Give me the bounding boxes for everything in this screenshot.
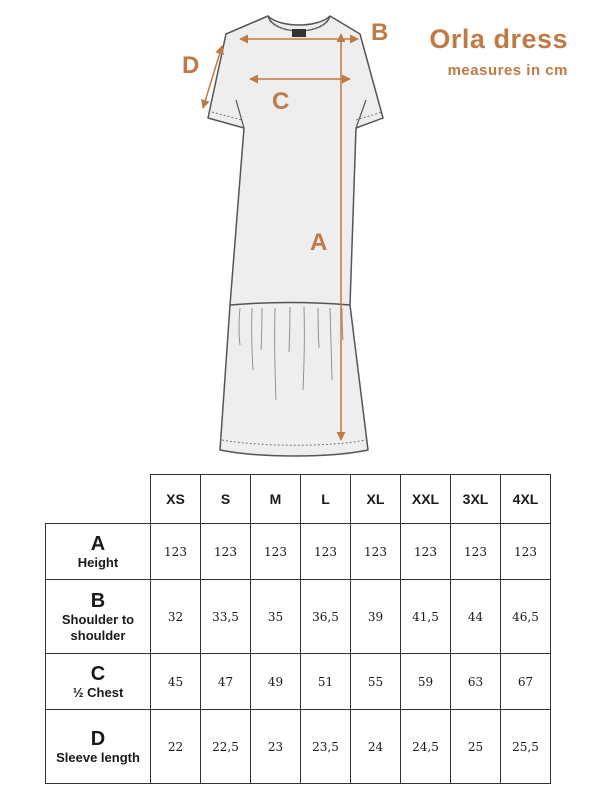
- table-cell: 123: [451, 524, 501, 580]
- row-header: [46, 524, 151, 580]
- table-cell: 123: [151, 524, 201, 580]
- table-cell: 55: [351, 654, 401, 710]
- table-cell: 39: [351, 580, 401, 654]
- table-cell: 32: [151, 580, 201, 654]
- table-cell: 123: [351, 524, 401, 580]
- table-cell: 25,5: [501, 710, 551, 784]
- table-cell: 45: [151, 654, 201, 710]
- table-cell: 123: [501, 524, 551, 580]
- size-header: 4XL: [501, 475, 551, 524]
- dress-outline: [208, 16, 383, 456]
- row-label: Sleeve length: [56, 749, 140, 765]
- table-cell: 49: [251, 654, 301, 710]
- table-cell: 123: [401, 524, 451, 580]
- label-b: B: [371, 19, 389, 46]
- table-cell: 33,5: [201, 580, 251, 654]
- size-header: S: [201, 475, 251, 524]
- table-cell: 47: [201, 654, 251, 710]
- table-cell: 25: [451, 710, 501, 784]
- table-cell: 123: [201, 524, 251, 580]
- product-title: Orla dress: [429, 24, 568, 54]
- table-cell: 123: [251, 524, 301, 580]
- units-note: measures in cm: [447, 62, 568, 79]
- corner-cell: [46, 475, 151, 524]
- row-label: Shoulder to shoulder: [61, 611, 135, 643]
- row-label: Height: [77, 554, 119, 570]
- table-cell: 51: [301, 654, 351, 710]
- row-letter: D: [90, 727, 106, 750]
- size-header-row: [46, 475, 551, 524]
- size-table: [45, 474, 551, 784]
- table-cell: 59: [401, 654, 451, 710]
- table-cell: 36,5: [301, 580, 351, 654]
- size-header: XS: [151, 475, 201, 524]
- table-cell: 24: [351, 710, 401, 784]
- table-cell: 63: [451, 654, 501, 710]
- table-row: [46, 524, 551, 580]
- row-label: ½ Chest: [72, 684, 124, 700]
- row-letter: A: [90, 532, 106, 555]
- row-letter: B: [90, 589, 106, 612]
- size-header: XXL: [401, 475, 451, 524]
- table-row: [46, 710, 551, 784]
- table-row: [46, 654, 551, 710]
- table-cell: 41,5: [401, 580, 451, 654]
- table-cell: 35: [251, 580, 301, 654]
- table-cell: 67: [501, 654, 551, 710]
- size-header: M: [251, 475, 301, 524]
- size-header: L: [301, 475, 351, 524]
- neck-label: [292, 29, 306, 37]
- table-cell: 23: [251, 710, 301, 784]
- table-cell: 46,5: [501, 580, 551, 654]
- table-row: [46, 580, 551, 654]
- label-a: A: [310, 229, 328, 256]
- table-cell: 24,5: [401, 710, 451, 784]
- table-cell: 44: [451, 580, 501, 654]
- label-d: D: [182, 52, 200, 79]
- table-cell: 22: [151, 710, 201, 784]
- row-header: [46, 654, 151, 710]
- table-cell: 22,5: [201, 710, 251, 784]
- label-c: C: [272, 88, 290, 115]
- row-letter: C: [90, 662, 106, 685]
- size-header: XL: [351, 475, 401, 524]
- row-header: [46, 710, 151, 784]
- table-cell: 23,5: [301, 710, 351, 784]
- size-header: 3XL: [451, 475, 501, 524]
- table-cell: 123: [301, 524, 351, 580]
- row-header: [46, 580, 151, 654]
